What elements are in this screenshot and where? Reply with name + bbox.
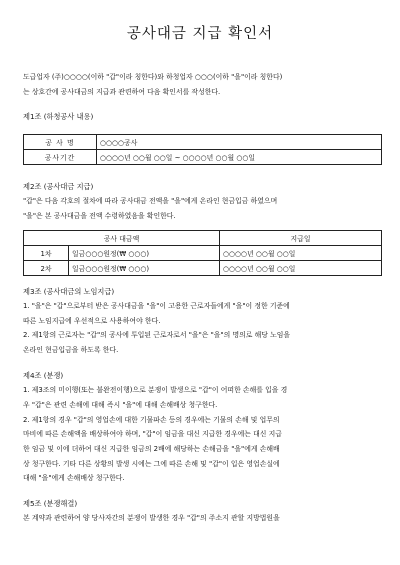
installment-amount: 일금○○○원정(₩ ○○○) (69, 246, 220, 261)
project-name-label: 공 사 명 (24, 135, 97, 150)
installment-date: ○○○○년 ○○월 ○○일 (220, 261, 382, 276)
article-3-heading: 제3조 (공사대금의 노임지급) (23, 287, 115, 296)
document-title: 공사대금 지급 확인서 (126, 26, 274, 42)
article-4-line: 우 "갑"은 관련 손해에 대해 즉시 "을"에 대해 손해배상 청구한다. (23, 401, 218, 409)
table-row (24, 135, 382, 150)
table-row (24, 261, 382, 276)
date-header: 지급일 (220, 231, 382, 246)
table-header-row (24, 231, 382, 246)
article-5-line: 본 계약과 관련하여 양 당사자간의 분쟁이 발생한 경우 "갑"의 주소지 관할 지방법원을 (23, 514, 280, 522)
installment-date: ○○○○년 ○○월 ○○일 (220, 246, 382, 261)
article-3-line: 2. 제1항의 근로자는 "갑"의 공사에 투입된 근로자로서 "을"은 "을"의 명의로 해당 노임을 (23, 331, 291, 339)
project-period-value: ○○○○년 ○○월 ○○일 ~ ○○○○년 ○○월 ○○일 (97, 150, 382, 165)
article-4-line: 2. 제1항의 경우 "갑"의 영업손에 대한 기물파손 등의 경우에는 기물의 손해 및 업무의 (23, 416, 280, 424)
article-4-line: 한 임금 및 이에 더하여 대신 지급한 임금의 2배에 해당하는 손해금을 "을"에게 손해배 (23, 445, 280, 453)
article-3-line: 온라인 현금입금을 하도록 한다. (23, 346, 119, 354)
article-3-line: 따른 노임지급에 우선적으로 사용하여야 한다. (23, 317, 161, 325)
article-5-heading: 제5조 (분쟁해결) (23, 499, 78, 508)
article-4-line: 대해 "을"에게 손해배상 청구한다. (23, 474, 125, 482)
project-name-value: ○○○○공사 (97, 135, 382, 150)
article-4-line: 1. 제3조의 미이행(또는 불완전이행)으로 분쟁이 발생으로 "갑"이 어떠한 손해를 입을 경 (23, 386, 288, 394)
article-2-line: "을"은 본 공사대금을 전액 수령하였음을 확인한다. (23, 212, 176, 220)
project-period-label: 공사기간 (24, 150, 97, 165)
installment-no: 2차 (24, 261, 69, 276)
table-row (24, 246, 382, 261)
intro-line: 도급업자 (주)○○○○(이하 "갑"이라 칭한다)와 하청업자 ○○○(이하 "을"이라 칭한다) (23, 73, 283, 81)
payment-table (23, 230, 382, 276)
article-4-heading: 제4조 (분쟁) (23, 371, 64, 380)
project-info-table (23, 134, 382, 165)
article-2-line: "갑"은 다음 각호의 절차에 따라 공사대금 전액을 "을"에게 온라인 현금입금 하였으며 (23, 197, 278, 205)
article-4-line: 상 청구한다. 기타 다른 상황의 발생 시에는 그에 따른 손해 및 "갑"이 입은 영업손실에 (23, 460, 280, 468)
intro-line: 는 상호간에 공사대금의 지급과 관련하여 다음 확인서를 작성한다. (23, 88, 221, 96)
installment-no: 1차 (24, 246, 69, 261)
article-4-line: 마비에 따른 손해액을 배상하여야 하며, "갑"이 임금을 대신 지급한 경우에는 대신 지급 (23, 430, 282, 438)
article-2-heading: 제2조 (공사대금 지급) (23, 182, 94, 191)
installment-amount: 일금○○○원정(₩ ○○○) (69, 261, 220, 276)
table-row (24, 150, 382, 165)
article-3-line: 1. "을"은 "갑"으로부터 받은 공사대금을 "을"이 고용한 근로자들에게 "을"이 정한 기준에 (23, 302, 290, 310)
amount-header: 공사 대금액 (24, 231, 220, 246)
article-1-heading: 제1조 (하청공사 내용) (23, 112, 94, 121)
